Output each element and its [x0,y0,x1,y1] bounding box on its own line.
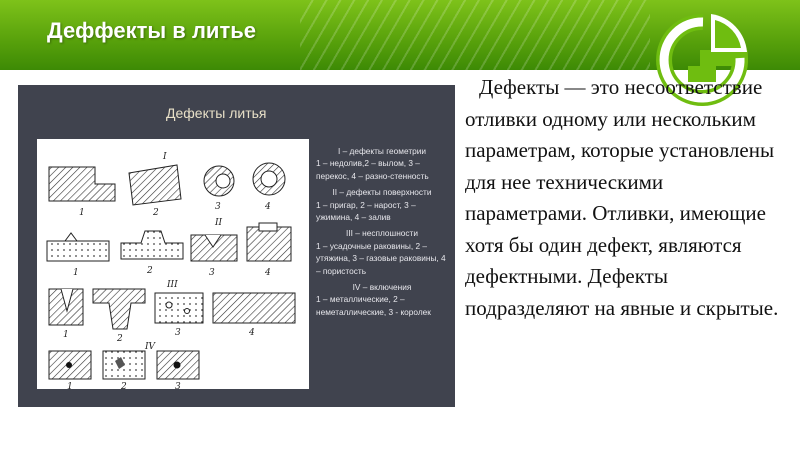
legend-heading: IV – включения [352,282,412,293]
label-1-2: 2 [153,208,159,218]
defect-2-2 [121,231,183,259]
label-2-1: 1 [73,268,79,278]
defects-legend [316,145,448,318]
label-4-2: 2 [121,382,127,389]
legend-item: 1 – пригар, 2 – нарост, 3 – ужимина, 4 – залив [316,199,416,223]
defect-1-2 [129,165,181,205]
label-3-4: 4 [249,328,255,338]
roman-label-2: II [215,218,223,228]
legend-item: 1 – недолив,2 – вылом, 3 – перекос, 4 – разно-стенность [316,158,429,181]
slide-title: Деффекты в литье [47,18,256,43]
defect-3-3 [155,293,203,323]
defects-picture [18,85,455,407]
roman-label-3: III [167,280,178,290]
label-1-1: 1 [79,208,85,218]
header-decoration [300,0,650,70]
legend-heading: II – дефекты поверхности [332,187,432,198]
legend-item: 1 – усадочные раковины, 2 – утяжина, 3 – газовые раковины, 4 – пористость [316,240,446,276]
legend-heading: I – дефекты геометрии [337,146,427,156]
label-4-3: 3 [175,382,181,389]
defect-2-4 [247,227,291,261]
defect-2-1 [47,241,109,261]
label-2-2: 2 [147,266,153,276]
picture-title: Дефекты литья [166,105,267,121]
defect-1-1 [49,167,115,201]
label-2-3: 3 [209,268,215,278]
slide-body-text: Дефекты — это несоответствие отливки одному или нескольким параметрам, которые установлены для нее техническими параметрами. Отливки, имеющие хотя бы один дефект, являются дефектными. Дефекты подразделяют на явные и скрытые. [465,75,779,320]
label-2-4: 4 [265,268,271,278]
label-1-4: 4 [265,202,271,212]
label-3-1: 1 [63,330,69,340]
defect-3-2 [93,289,145,329]
defect-3-4 [213,293,295,323]
label-4-1: 1 [67,382,73,389]
defects-diagram [37,139,309,389]
label-3-2: 2 [117,334,123,344]
legend-item: 1 – металлические, 2 – неметаллические, 3 - королек [316,294,431,317]
roman-label-1: I [163,152,167,162]
label-3-3: 3 [175,328,181,338]
roman-label-4: IV [145,342,156,352]
label-1-3: 3 [215,202,221,212]
legend-heading: III – несплошности [346,228,418,239]
